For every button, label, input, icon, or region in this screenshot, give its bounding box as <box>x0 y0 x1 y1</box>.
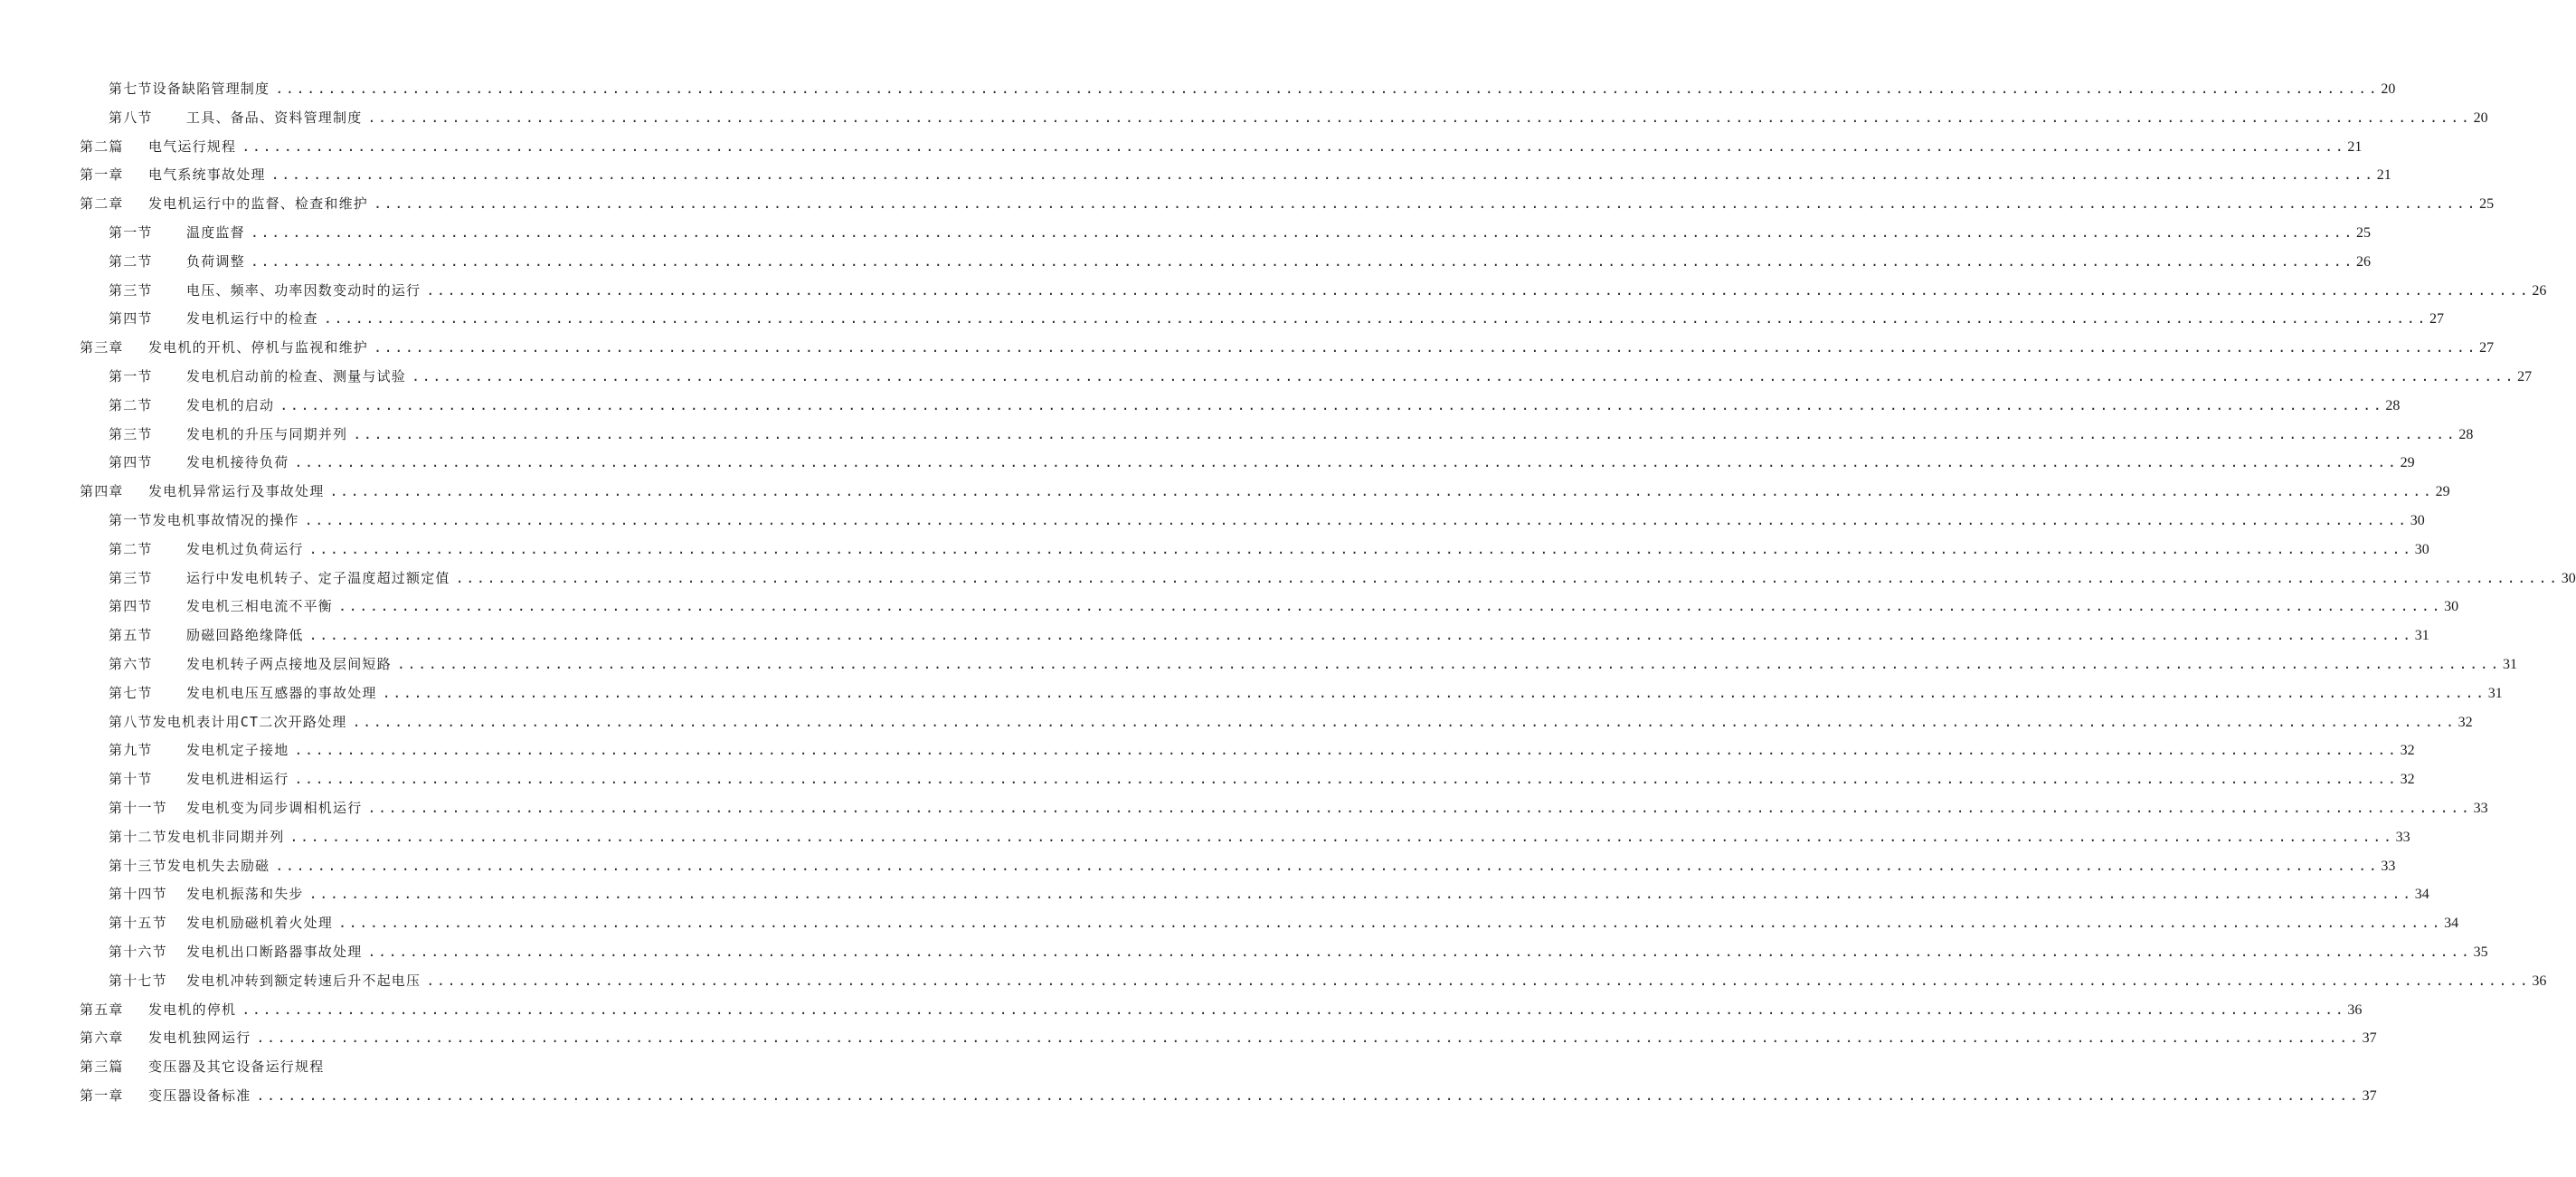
toc-entry-number: 第三章 <box>80 339 124 356</box>
toc-entry-number: 第二节 <box>109 396 153 413</box>
toc-entry-number: 第一节 <box>109 368 153 384</box>
toc-entry-page-number: 32 <box>2400 743 2415 759</box>
toc-entry-page-number: 30 <box>2561 570 2576 586</box>
toc-entry-title: 发电机失去励磁 <box>166 857 270 874</box>
toc-entry-title: 发电机转子两点接地及层间短路 <box>186 656 392 672</box>
toc-entry-title: 发电机接待负荷 <box>186 454 289 471</box>
toc-entry-page-number: 29 <box>2435 484 2450 500</box>
toc-entry-number: 第十节 <box>109 771 153 788</box>
toc-entry[interactable] <box>109 624 2429 646</box>
toc-entry[interactable] <box>109 883 2429 905</box>
toc-entry-number: 第五章 <box>80 1001 124 1018</box>
toc-entry-title: 发电机运行中的检查 <box>186 310 318 327</box>
toc-entry-number: 第八节 <box>109 713 153 730</box>
toc-entry[interactable] <box>80 1085 2377 1106</box>
toc-dot-leader: ........................................................................................................................................................................................................ <box>308 540 2413 557</box>
toc-entry-number: 第十一节 <box>109 800 167 816</box>
toc-entry-page-number: 25 <box>2355 225 2371 241</box>
toc-entry[interactable] <box>109 768 2415 790</box>
toc-entry-number: 第四节 <box>109 454 153 471</box>
toc-entry-number: 第三节 <box>109 281 153 299</box>
toc-entry-page-number: 36 <box>2347 1001 2363 1018</box>
toc-entry-page-number: 30 <box>2414 541 2429 557</box>
toc-entry-number: 第八节 <box>109 109 153 126</box>
toc-entry-title: 发电机振荡和失步 <box>186 886 304 903</box>
toc-entry-page-number: 30 <box>2444 599 2459 615</box>
toc-entry[interactable] <box>109 78 2396 100</box>
toc-entry-title: 运行中发电机转子、定子温度超过额定值 <box>186 569 450 586</box>
toc-entry-number: 第三节 <box>109 425 153 442</box>
toc-entry-title: 发电机变为同步调相机运行 <box>186 800 363 816</box>
toc-entry-title: 发电机的停机 <box>148 1001 237 1018</box>
toc-entry-page-number: 31 <box>2502 657 2517 672</box>
toc-dot-leader: ........................................................................................................................................................................................................ <box>426 281 2531 299</box>
toc-entry-number: 第四章 <box>80 483 124 500</box>
toc-entry-page-number: 34 <box>2414 887 2429 903</box>
toc-entry-number: 第二篇 <box>80 138 124 155</box>
toc-entry-title: 变压器设备标准 <box>148 1087 251 1104</box>
toc-dot-leader: ........................................................................................................................................................................................................ <box>242 1001 2346 1018</box>
toc-entry[interactable] <box>109 653 2517 675</box>
toc-entry[interactable] <box>109 941 2488 963</box>
toc-dot-leader: ........................................................................................................................................................................................................ <box>396 656 2501 672</box>
toc-entry-title: 电气运行规程 <box>148 138 237 155</box>
toc-entry[interactable] <box>80 1027 2377 1049</box>
toc-entry[interactable] <box>109 912 2459 934</box>
toc-dot-leader: ........................................................................................................................................................................................................ <box>329 483 2434 500</box>
toc-entry-page-number: 29 <box>2400 455 2415 471</box>
toc-entry-number: 第三篇 <box>80 1058 124 1076</box>
toc-dot-leader: ........................................................................................................................................................................................................ <box>382 684 2486 701</box>
toc-entry-number: 第七节 <box>109 684 153 701</box>
toc-entry-number: 第二章 <box>80 195 124 213</box>
toc-entry-title: 发电机的升压与同期并列 <box>186 425 348 442</box>
toc-entry-page-number: 28 <box>2385 397 2401 413</box>
toc-dot-leader: ........................................................................................................................................................................................................ <box>412 368 2516 384</box>
toc-entry-number: 第十五节 <box>109 915 167 932</box>
toc-entry-number: 第三节 <box>109 569 153 586</box>
toc-entry[interactable] <box>109 451 2415 473</box>
toc-entry-number: 第一章 <box>80 1087 124 1104</box>
toc-entry-title: 发电机独网运行 <box>148 1030 251 1047</box>
toc-entry-number: 第十六节 <box>109 944 167 960</box>
toc-dot-leader: ........................................................................................................................................................................................................ <box>367 800 2472 816</box>
toc-dot-leader: ........................................................................................................................................................................................................ <box>294 742 2399 759</box>
toc-entry-number: 第一节 <box>109 224 153 241</box>
toc-entry-page-number: 36 <box>2532 973 2547 989</box>
toc-entry-page-number: 26 <box>2532 282 2547 299</box>
toc-dot-leader: ........................................................................................................................................................................................................ <box>426 972 2531 989</box>
toc-entry[interactable] <box>109 365 2533 387</box>
toc-entry-page-number: 35 <box>2473 944 2488 960</box>
toc-entry-number: 第五节 <box>109 627 153 644</box>
toc-dot-leader: ........................................................................................................................................................................................................ <box>250 252 2354 270</box>
toc-entry[interactable] <box>109 855 2396 877</box>
toc-entry-title: 发电机电压互感器的事故处理 <box>186 684 377 701</box>
toc-dot-leader: ........................................................................................................................................................................................................ <box>367 944 2472 960</box>
toc-entry[interactable] <box>109 509 2425 531</box>
toc-entry-title: 励磁回路绝缘降低 <box>186 627 304 644</box>
toc-entry-page-number: 37 <box>2362 1088 2377 1104</box>
toc-entry-number: 第一章 <box>80 166 124 184</box>
toc-entry[interactable] <box>109 308 2444 329</box>
toc-entry-number: 第二节 <box>109 540 153 557</box>
toc-entry[interactable] <box>80 1056 532 1077</box>
toc-dot-leader: ........................................................................................................................................................................................................ <box>455 569 2560 586</box>
toc-dot-leader: ........................................................................................................................................................................................................ <box>250 224 2354 241</box>
toc-entry-number: 第四节 <box>109 598 153 615</box>
toc-dot-leader: ........................................................................................................................................................................................................ <box>304 512 2409 528</box>
toc-entry-page-number: 33 <box>2381 858 2396 874</box>
toc-entry-number: 第十四节 <box>109 886 167 903</box>
toc-dot-leader: ........................................................................................................................................................................................................ <box>338 598 2443 615</box>
toc-dot-leader: ........................................................................................................................................................................................................ <box>275 81 2380 97</box>
toc-entry[interactable] <box>109 538 2429 560</box>
toc-entry[interactable] <box>80 337 2495 358</box>
toc-entry-title: 变压器及其它设备运行规程 <box>148 1058 325 1076</box>
toc-dot-leader: ........................................................................................................................................................................................................ <box>294 771 2399 788</box>
toc-dot-leader: ........................................................................................................................................................................................................ <box>338 915 2443 932</box>
toc-entry-title: 电气系统事故处理 <box>148 166 266 184</box>
toc-entry[interactable] <box>80 164 2391 185</box>
toc-dot-leader: ........................................................................................................................................................................................................ <box>294 454 2399 471</box>
toc-dot-leader: ........................................................................................................................................................................................................ <box>270 166 2375 184</box>
toc-entry-number: 第四节 <box>109 310 153 327</box>
toc-entry[interactable] <box>109 567 2576 589</box>
toc-entry-title: 发电机的启动 <box>186 396 275 413</box>
toc-entry-page-number: 31 <box>2414 628 2429 644</box>
toc-entry-number: 第十二节 <box>109 828 167 845</box>
toc-entry[interactable] <box>109 280 2547 301</box>
toc-entry-number: 第二节 <box>109 252 153 270</box>
toc-entry-number: 第七节 <box>109 81 153 97</box>
toc-entry-page-number: 27 <box>2517 369 2533 384</box>
toc-entry[interactable] <box>109 797 2488 819</box>
toc-entry-number: 第六章 <box>80 1030 124 1047</box>
toc-entry[interactable] <box>109 682 2503 704</box>
toc-entry[interactable] <box>109 423 2474 445</box>
toc-dot-leader: ........................................................................................................................................................................................................ <box>289 828 2394 845</box>
toc-entry[interactable] <box>109 711 2473 733</box>
toc-entry-page-number: 32 <box>2400 772 2415 788</box>
toc-entry-title: 发电机进相运行 <box>186 771 289 788</box>
toc-entry-number: 第一节 <box>109 512 153 528</box>
toc-entry-page-number: 20 <box>2381 81 2396 97</box>
toc-entry-title: 发电机运行中的监督、检查和维护 <box>148 195 369 213</box>
toc-dot-leader: ........................................................................................................................................................................................................ <box>242 138 2346 155</box>
toc-entry[interactable] <box>80 999 2363 1020</box>
toc-entry-title: 发电机异常运行及事故处理 <box>148 483 325 500</box>
toc-entry-title: 发电机励磁机着火处理 <box>186 915 334 932</box>
toc-entry-page-number: 27 <box>2479 340 2495 356</box>
toc-dot-leader: ........................................................................................................................................................................................................ <box>256 1030 2361 1047</box>
toc-entry-title: 负荷调整 <box>186 252 245 270</box>
toc-dot-leader: ........................................................................................................................................................................................................ <box>367 109 2472 126</box>
toc-entry[interactable] <box>80 136 2363 157</box>
toc-dot-leader: ........................................................................................................................................................................................................ <box>256 1087 2361 1104</box>
toc-entry-page-number: 32 <box>2458 714 2473 730</box>
toc-dot-leader: ........................................................................................................................................................................................................ <box>275 857 2380 874</box>
toc-entry-page-number: 25 <box>2479 196 2495 213</box>
toc-dot-leader: ........................................................................................................................................................................................................ <box>374 339 2478 356</box>
toc-entry-title: 温度监督 <box>186 224 245 241</box>
toc-entry[interactable] <box>109 107 2488 128</box>
toc-entry-number: 第六节 <box>109 656 153 672</box>
toc-entry-page-number: 37 <box>2362 1030 2377 1047</box>
toc-entry-title: 发电机冲转到额定转速后升不起电压 <box>186 972 421 989</box>
toc-entry[interactable] <box>109 222 2371 243</box>
toc-entry[interactable] <box>80 480 2450 502</box>
toc-entry-title: 发电机三相电流不平衡 <box>186 598 334 615</box>
toc-entry-page-number: 21 <box>2347 138 2363 155</box>
toc-entry-title: 电压、频率、功率因数变动时的运行 <box>186 281 421 299</box>
toc-dot-leader: ........................................................................................................................................................................................................ <box>279 396 2384 413</box>
toc-entry-page-number: 31 <box>2487 685 2503 701</box>
toc-entry-page-number: 21 <box>2376 167 2391 184</box>
toc-entry-page-number: 33 <box>2395 829 2410 845</box>
toc-entry[interactable] <box>109 394 2401 416</box>
toc-entry[interactable] <box>80 193 2495 214</box>
toc-dot-leader: ........................................................................................................................................................................................................ <box>353 425 2458 442</box>
toc-entry-title: 发电机非同期并列 <box>166 828 285 845</box>
toc-entry-number: 第九节 <box>109 742 153 759</box>
toc-entry[interactable] <box>109 970 2547 992</box>
toc-entry-title: 发电机事故情况的操作 <box>152 512 299 528</box>
toc-entry[interactable] <box>109 826 2410 848</box>
toc-entry-page-number: 33 <box>2473 801 2488 816</box>
toc-dot-leader: ........................................................................................................................................................................................................ <box>323 310 2428 327</box>
toc-entry-title: 发电机定子接地 <box>186 742 289 759</box>
toc-entry-page-number: 26 <box>2355 253 2371 270</box>
toc-dot-leader: ........................................................................................................................................................................................................ <box>374 195 2478 213</box>
toc-entry-page-number: 28 <box>2458 426 2474 442</box>
toc-entry-title: 发电机启动前的检查、测量与试验 <box>186 368 407 384</box>
toc-entry-title: 发电机表计用CT二次开路处理 <box>152 713 347 730</box>
toc-dot-leader: ........................................................................................................................................................................................................ <box>308 886 2413 903</box>
toc-entry[interactable] <box>109 739 2415 761</box>
toc-entry[interactable] <box>109 595 2459 617</box>
toc-entry-page-number: 27 <box>2429 311 2444 327</box>
toc-entry-title: 发电机的开机、停机与监视和维护 <box>148 339 369 356</box>
toc-entry-number: 第十三节 <box>109 857 167 874</box>
toc-entry-title: 工具、备品、资料管理制度 <box>186 109 363 126</box>
toc-entry-title: 发电机过负荷运行 <box>186 540 304 557</box>
toc-entry-page-number: 30 <box>2410 513 2425 528</box>
toc-entry[interactable] <box>109 251 2371 272</box>
toc-entry-page-number: 20 <box>2473 109 2488 126</box>
toc-dot-leader: ........................................................................................................................................................................................................ <box>352 713 2457 730</box>
toc-dot-leader: ........................................................................................................................................................................................................ <box>308 627 2413 644</box>
toc-entry-page-number: 34 <box>2444 916 2459 932</box>
toc-entry-number: 第十七节 <box>109 972 167 989</box>
toc-entry-title: 发电机出口断路器事故处理 <box>186 944 363 960</box>
toc-entry-title: 设备缺陷管理制度 <box>152 81 270 97</box>
